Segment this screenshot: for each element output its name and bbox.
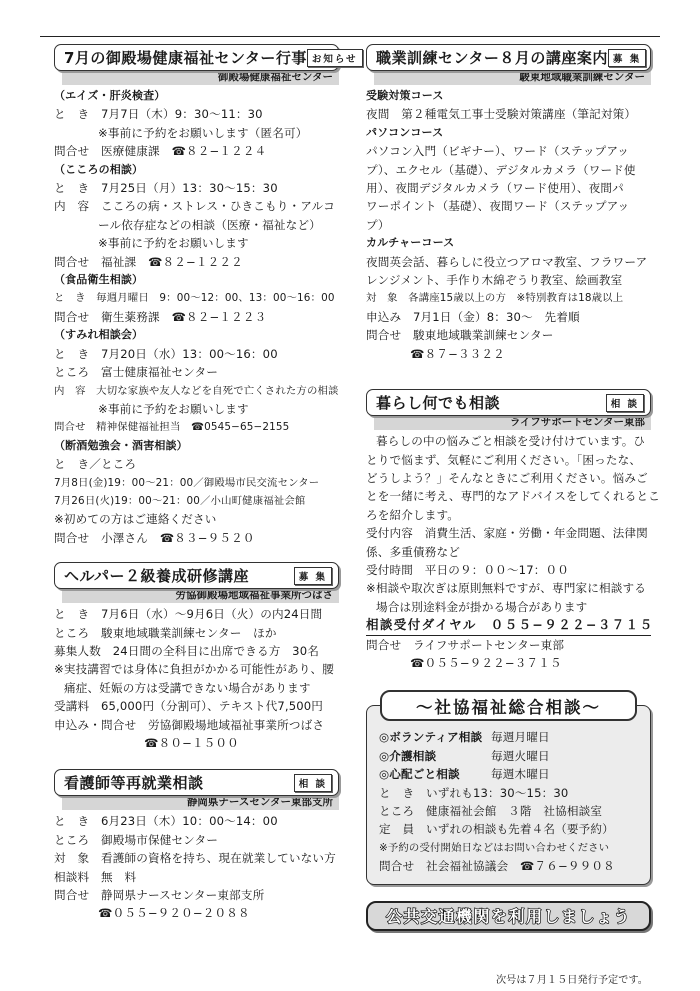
text-line: ろを紹介します。 <box>366 507 460 522</box>
subheading: 受験対策コース <box>366 89 444 102</box>
text-line: プ） <box>366 217 390 232</box>
next-issue-note: 次号は７月１５日発行予定です。 <box>496 975 648 986</box>
section-helper-training <box>54 562 339 752</box>
section-body <box>54 812 339 922</box>
text-line: 夜間 第２種電気工事士受験対策講座（筆記対策） <box>366 107 637 122</box>
section-nurse-reemployment <box>54 769 339 922</box>
text-line: と き いずれも13：30〜15：30 <box>379 785 569 800</box>
organizer-label: 静岡県ナースセンター東部支所 <box>62 793 339 810</box>
text-line: パソコン入門（ビギナー）、ワード（ステップアッ <box>366 144 630 159</box>
text-line: 受講料 65,000円（分割可）、テキスト代7,500円 <box>54 699 324 714</box>
text-line: と き／ところ <box>54 457 137 472</box>
section-body <box>54 87 339 547</box>
recruit-tag: 募 集 <box>608 49 646 67</box>
text-line: 受付内容 消費生活、家庭・労働・年金問題、法律関 <box>366 526 648 541</box>
text-line: ール依存症などの相談（医療・福祉など） <box>98 217 321 232</box>
subheading: パソコンコース <box>366 125 444 139</box>
consult-tag: 相 談 <box>294 774 332 792</box>
text-line: ※初めての方はご連絡ください <box>54 512 217 527</box>
section-gotemba-health-events <box>54 44 358 547</box>
section-header <box>54 562 339 589</box>
text-line: 係、多重債務など <box>366 544 460 559</box>
consult-day: 毎週木曜日 <box>491 767 550 782</box>
text-line: 場合は別途料金が掛かる場合があります <box>376 599 588 614</box>
text-line: 対 象 各講座15歳以上の方 ※特別教育は18歳以上 <box>366 292 624 305</box>
text-line: ところ 御殿場市保健センター <box>54 832 218 847</box>
text-line: ※実技講習では身体に負担がかかる可能性があり、腰 <box>54 662 334 677</box>
section-title: 看護師等再就業相談 <box>64 774 204 793</box>
organizer-label: 労協御殿場地域福祉事業所つばさ <box>62 586 339 603</box>
text-line: と き 7月25日（月）13：30〜15：30 <box>54 181 278 196</box>
notice-tag: お知らせ <box>307 49 363 67</box>
section-body <box>366 432 660 672</box>
subheading: （エイズ・肝炎検査） <box>54 89 166 102</box>
text-line: 問合せ 衛生薬務課 ☎８２−１２２３ <box>54 309 267 324</box>
text-line: 暮らしの中の悩みごと相談を受け付けています。ひ <box>376 434 646 449</box>
section-body <box>54 605 339 752</box>
top-rule <box>40 36 660 37</box>
text-line: 問合せ 医療健康課 ☎８２−１２２４ <box>54 144 267 159</box>
text-line: ところ 富士健康福祉センター <box>54 365 218 380</box>
text-line: 問合せ 小澤さん ☎８３−９５２０ <box>54 530 255 545</box>
text-line: ワーポイント（基礎）、夜間ワード（ステップアッ <box>366 199 630 214</box>
text-line: と き 6月23日（木）10：00〜14：00 <box>54 814 278 829</box>
subheading: （断酒勉強会・酒害相談） <box>54 438 188 452</box>
text-line: 7月26日(火)19：00〜21：00／小山町健康福祉会館 <box>54 494 306 507</box>
text-line: 問合せ 福祉課 ☎８２−１２２２ <box>54 254 243 269</box>
subheading: （こころの相談） <box>54 162 144 176</box>
text-line: 用）、夜間デジタルカメラ（ワード使用）、夜間パ <box>366 181 624 196</box>
public-transport-banner <box>366 901 651 931</box>
text-line: ※相談や取次ぎは原則無料ですが、専門家に相談する <box>366 581 646 596</box>
text-line: 問合せ 精神保健福祉担当 ☎0545−65−2155 <box>54 421 290 434</box>
text-line: ※事前に予約をお願いします（匿名可） <box>98 125 308 140</box>
subheading: （食品衛生相談） <box>54 273 144 287</box>
phone-line: ☎８０−１５００ <box>144 736 239 750</box>
section-header <box>366 389 651 416</box>
text-line: ※事前に予約をお願いします <box>98 401 249 416</box>
text-line: 相談料 無 料 <box>54 869 137 884</box>
text-line: 問合せ 静岡県ナースセンター東部支所 <box>54 888 265 903</box>
section-title: 〜社協福祉総合相談〜 <box>380 690 637 721</box>
text-line: 申込み 7月1日（金）8：30〜 先着順 <box>366 309 580 324</box>
organizer-label: 駿東地域職業訓練センター <box>374 68 651 85</box>
text-line: レンジメント、手作り木綿ぞうり教室、絵画教室 <box>366 273 623 288</box>
section-title: 暮らし何でも相談 <box>376 394 501 413</box>
text-line: ところ 健康福祉会館 ３階 社協相談室 <box>379 804 603 818</box>
consult-row <box>379 728 638 746</box>
text-line: 問合せ 駿東地域職業訓練センター <box>366 328 554 343</box>
section-header <box>54 769 339 796</box>
section-header <box>54 44 358 71</box>
text-line: と き 7月7日（木）9：30〜11：30 <box>54 107 263 122</box>
banner-text: 公共交通機関を利用しましょう <box>385 907 631 927</box>
section-title: 7月の御殿場健康福祉センター行事 <box>64 49 307 67</box>
text-line: 問合せ 社会福祉協議会 ☎７６−９９０８ <box>379 859 615 874</box>
text-line: 7月8日(金)19：00〜21：00／御殿場市民交流センター <box>54 476 320 489</box>
text-line: 問合せ ライフサポートセンター東部 <box>366 637 565 652</box>
consult-day: 毎週火曜日 <box>491 748 550 763</box>
text-line: 内 容 大切な家族や友人などを自死で亡くされた方の相談 <box>54 384 339 397</box>
consult-row <box>379 747 638 765</box>
consult-label: ◎ボランティア相談 <box>379 730 483 745</box>
phone-line: ☎０５５−９２０−２０８８ <box>98 906 250 921</box>
subheading: （すみれ相談会） <box>54 328 144 342</box>
text-line: 内 容 こころの病・ストレス・ひきこもり・アルコ <box>54 199 336 214</box>
left-column <box>54 44 358 923</box>
text-line: ※事前に予約をお願いします <box>98 236 249 251</box>
section-title: 職業訓練センター８月の講座案内 <box>376 49 608 67</box>
text-line: とを一緒に考え、専門的なアドバイスをしてくれるとこ <box>366 489 660 504</box>
text-line: 対 象 看護師の資格を持ち、現在就業していない方 <box>54 851 336 866</box>
dial-line: 相談受付ダイヤル ０５５−９２２−３７１５ <box>366 616 651 635</box>
section-header <box>366 44 651 71</box>
text-line: と き 7月20日（水）13：00〜16：00 <box>54 346 278 361</box>
text-line: ※予約の受付開始日などはお問い合わせください <box>379 841 610 854</box>
section-life-consultation <box>366 389 660 672</box>
recruit-tag: 募 集 <box>294 567 332 585</box>
text-line: 申込み・問合せ 労協御殿場地域福祉事業所つばさ <box>54 717 325 732</box>
text-line: どうしよう？」そんなときにご利用ください。悩みご <box>366 470 648 485</box>
section-vocational-courses <box>366 44 651 363</box>
consult-label: ◎心配ごと相談 <box>379 767 460 782</box>
section-shakyo-consultation <box>366 690 651 884</box>
phone-line: ☎０５５−９２２−３７１５ <box>410 655 562 670</box>
consult-label: ◎介護相談 <box>379 748 437 763</box>
text-line: 夜間英会話、暮らしに役立つアロマ教室、フラワーア <box>366 254 648 269</box>
consult-tag: 相 談 <box>606 394 644 412</box>
text-line: 受付時間 平日の９：００〜17：００ <box>366 562 569 577</box>
section-title: ヘルパー２級養成研修講座 <box>64 567 249 586</box>
consult-day: 毎週月曜日 <box>491 730 550 745</box>
text-line: 定 員 いずれの相談も先着４名（要予約） <box>379 822 614 837</box>
consultation-panel <box>366 705 651 884</box>
subheading: カルチャーコース <box>366 236 455 250</box>
phone-line: ☎８７−３３２２ <box>410 346 505 361</box>
text-line: ところ 駿東地域職業訓練センター ほか <box>54 625 277 640</box>
section-body <box>366 87 651 363</box>
text-line: と き 毎週月曜日 9：00〜12：00、13：00〜16：00 <box>54 292 335 305</box>
text-line: 痛症、妊娠の方は受講できない場合があります <box>64 680 311 695</box>
text-line: と き 7月6日（水）〜9月6日（火）の内24日間 <box>54 607 323 622</box>
text-line: 募集人数 24日間の全科目に出席できる方 30名 <box>54 643 319 658</box>
text-line: プ）、エクセル（基礎）、デジタルカメラ（ワード使 <box>366 162 636 177</box>
organizer-label: 御殿場健康福祉センター <box>62 68 339 85</box>
text-line: とりで悩まず、気軽にご利用ください。「困ったな、 <box>366 452 642 467</box>
right-column <box>366 44 660 931</box>
consult-row <box>379 765 638 783</box>
organizer-label: ライフサポートセンター東部 <box>374 413 651 430</box>
